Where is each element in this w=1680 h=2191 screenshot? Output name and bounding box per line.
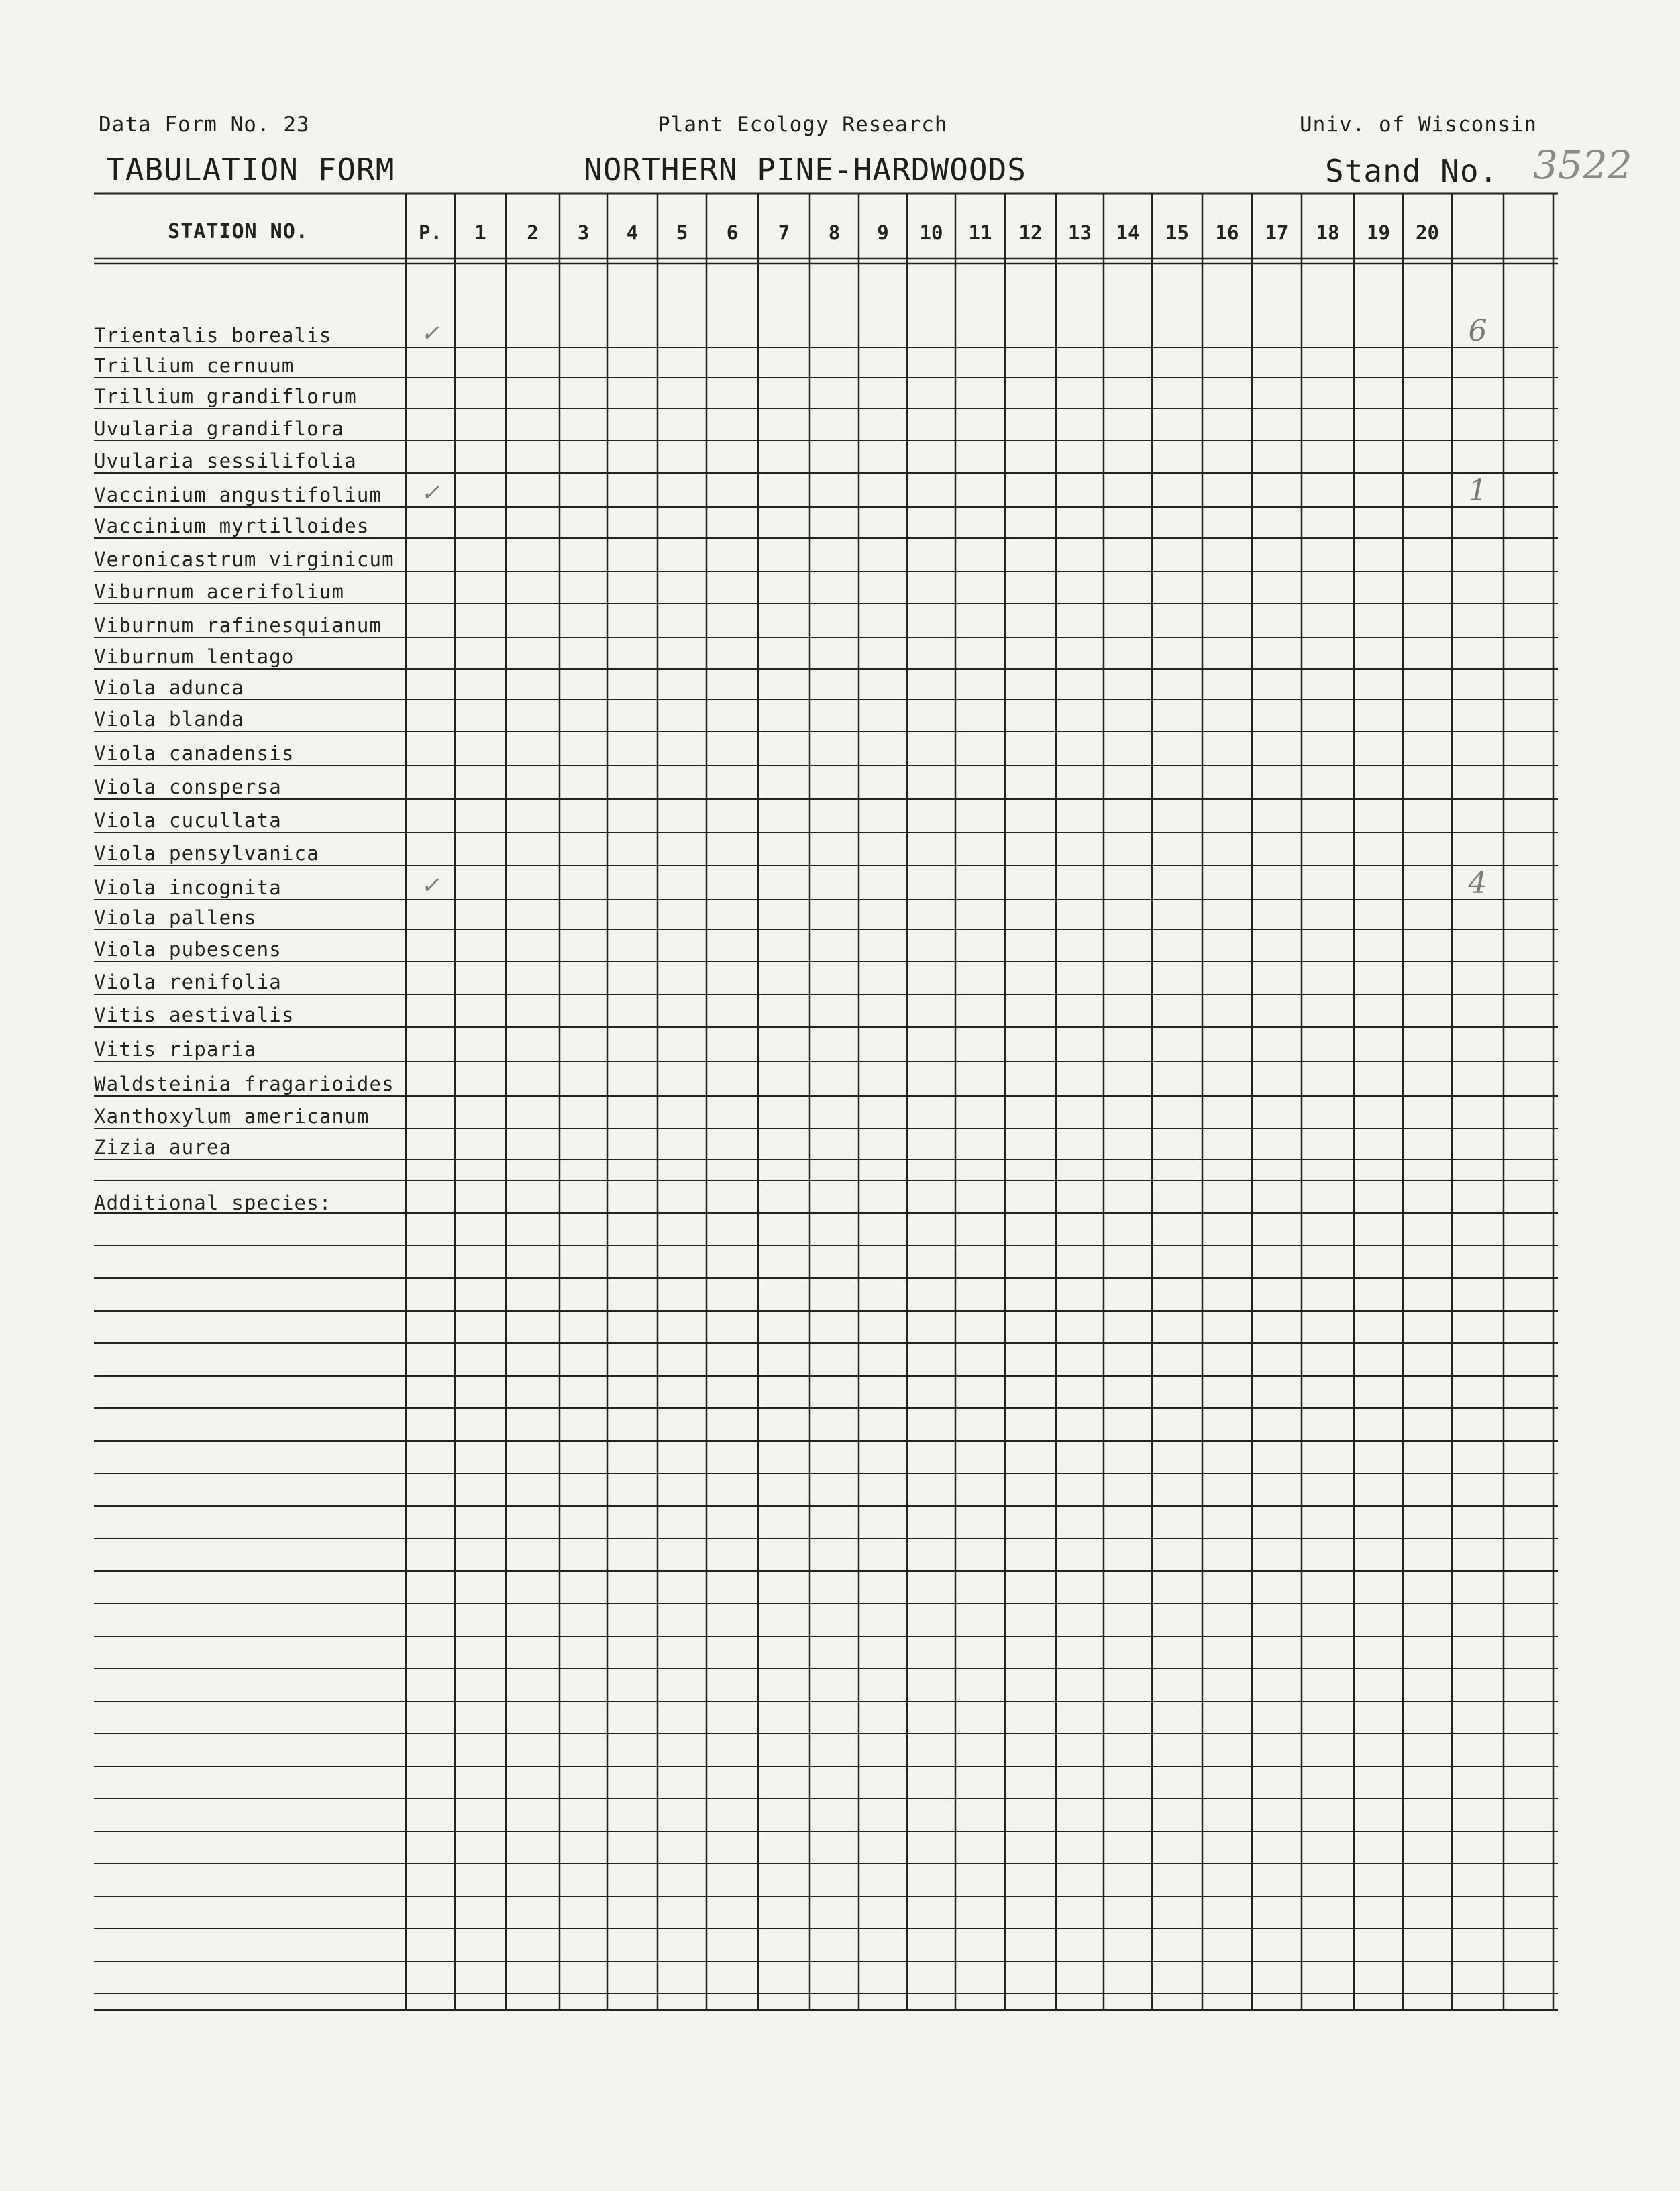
column-header-1: 1	[474, 221, 486, 244]
species-label: Vitis aestivalis	[94, 1004, 295, 1026]
handwritten-value: 6	[1468, 314, 1487, 348]
stand-number: 3522	[1533, 142, 1632, 188]
species-label: Viola canadensis	[94, 742, 295, 765]
species-label: Viola conspersa	[94, 776, 282, 798]
column-header-18: 18	[1316, 221, 1340, 244]
form-title: TABULATION FORM	[106, 152, 395, 188]
column-header-14: 14	[1116, 221, 1140, 244]
species-label: Uvularia sessilifolia	[94, 449, 357, 472]
species-label: Viola cucullata	[94, 809, 282, 832]
species-label: Xanthoxylum americanum	[94, 1105, 370, 1128]
species-label: Viola pallens	[94, 906, 257, 929]
species-label: Viola incognita	[94, 876, 282, 899]
column-header-2: 2	[527, 221, 539, 244]
column-header-20: 20	[1416, 221, 1439, 244]
form-number: Data Form No. 23	[99, 113, 310, 137]
species-label: Vaccinium angustifolium	[94, 484, 382, 506]
column-header-17: 17	[1265, 221, 1289, 244]
species-label: Trillium cernuum	[94, 354, 295, 377]
species-label: Vitis riparia	[94, 1038, 257, 1061]
species-label: Viola pubescens	[94, 938, 282, 961]
species-label: Viburnum acerifolium	[94, 580, 345, 603]
column-header-7: 7	[778, 221, 790, 244]
species-label: Viola blanda	[94, 708, 244, 731]
column-header-6: 6	[726, 221, 739, 244]
species-label: Uvularia grandiflora	[94, 417, 345, 440]
station-no-header: STATION NO.	[168, 220, 309, 244]
species-label: Veronicastrum virginicum	[94, 548, 395, 571]
species-label: Zizia aurea	[94, 1136, 232, 1159]
column-header-19: 19	[1367, 221, 1390, 244]
species-label: Trientalis borealis	[94, 324, 332, 347]
column-header-11: 11	[968, 221, 992, 244]
column-header-5: 5	[676, 221, 688, 244]
column-header-16: 16	[1215, 221, 1239, 244]
column-header-10: 10	[919, 221, 943, 244]
presence-check-mark: ✓	[421, 480, 440, 506]
species-label: Viola adunca	[94, 676, 244, 699]
species-label: Vaccinium myrtilloides	[94, 515, 370, 537]
handwritten-value: 1	[1468, 474, 1487, 508]
species-label: Waldsteinia fragarioides	[94, 1073, 395, 1096]
column-header-13: 13	[1068, 221, 1092, 244]
handwritten-value: 4	[1468, 866, 1487, 900]
column-header-p: P.	[419, 221, 442, 244]
species-label: Viola renifolia	[94, 971, 282, 994]
column-header-9: 9	[877, 221, 889, 244]
presence-check-mark: ✓	[421, 320, 440, 347]
column-header-4: 4	[626, 221, 639, 244]
species-label: Viburnum rafinesquianum	[94, 614, 382, 637]
stand-label: Stand No.	[1325, 153, 1499, 189]
column-header-15: 15	[1165, 221, 1189, 244]
column-header-3: 3	[577, 221, 590, 244]
species-label: Viburnum lentago	[94, 645, 295, 668]
species-label: Trillium grandiflorum	[94, 385, 357, 408]
university-name: Univ. of Wisconsin	[1300, 113, 1537, 137]
species-label: Viola pensylvanica	[94, 842, 319, 865]
community-title: NORTHERN PINE-HARDWOODS	[584, 152, 1027, 188]
presence-check-mark: ✓	[421, 872, 440, 899]
column-header-12: 12	[1018, 221, 1043, 244]
species-label: Additional species:	[94, 1191, 332, 1214]
column-header-8: 8	[828, 221, 841, 244]
organization-name: Plant Ecology Research	[658, 113, 948, 137]
